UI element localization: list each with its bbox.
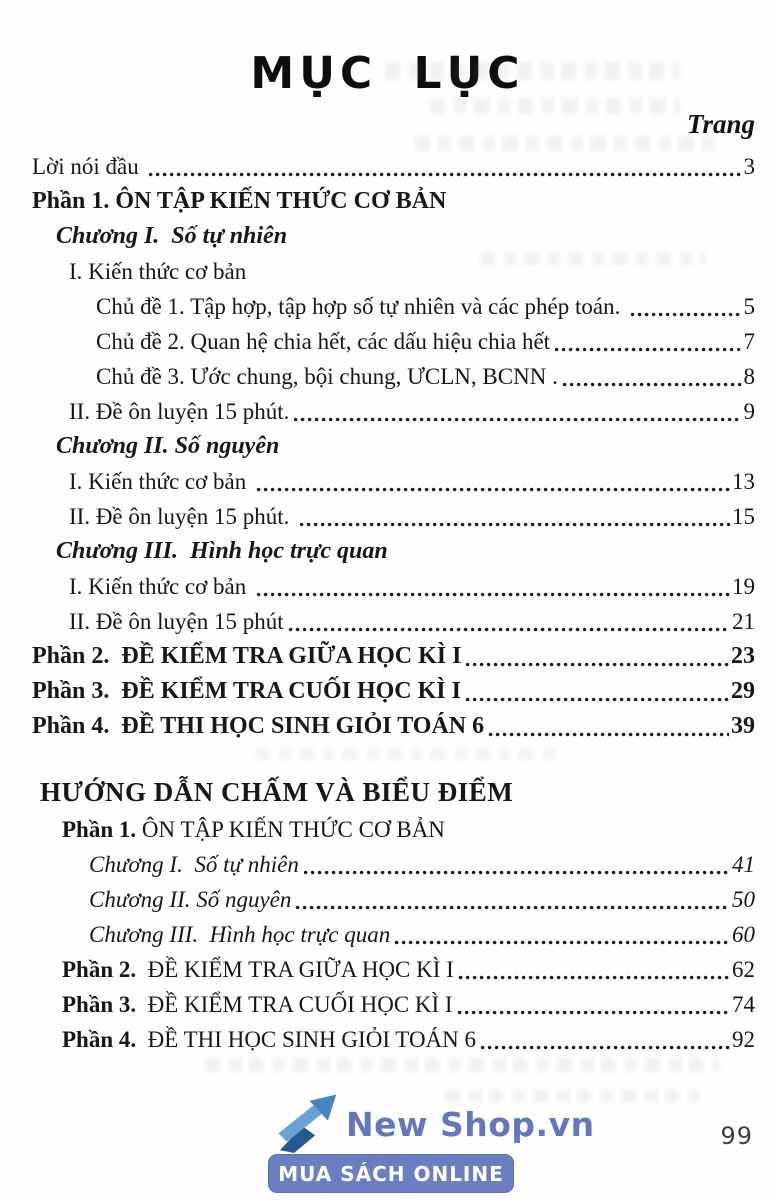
newshop-logo-top [268,1096,595,1152]
toc-entry-label: Chủ đề 2. Quan hệ chia hết, các dấu hiệu chia hết [96,329,551,354]
toc-entry-label: II. Đề ôn luyện 15 phút. [69,399,290,424]
toc-row [32,638,755,673]
toc-entry-label: I. Kiến thức cơ bản [69,469,253,494]
toc-entry-page-number: 8 [743,364,755,389]
banner-label: MUA SÁCH ONLINE [278,1161,504,1186]
toc-entry-page-number: 41 [732,852,755,877]
toc-entry-page-number: 19 [732,574,755,599]
dotted-leader [299,500,730,533]
toc-entry-page-number: 21 [732,609,755,634]
toc-row [96,358,755,393]
toc-row [69,463,755,498]
toc-entry-page-number: 7 [743,329,755,354]
toc-row [69,498,755,533]
newshop-logo [268,1096,595,1193]
page-column-header: Trang [686,109,755,139]
bleedthrough-ghost [205,1058,720,1072]
toc-entry-label: Phần 4. ĐỀ THI HỌC SINH GIỎI TOÁN 6 [32,713,485,739]
toc-row [32,673,755,708]
dotted-leader [394,918,730,951]
toc-row [69,603,755,638]
dotted-leader [288,605,730,638]
toc-entry-label: Chương III. Hình học trực quan [56,538,388,564]
growth-arrow-icon [268,1091,344,1153]
toc-row [56,533,755,568]
toc-row [62,811,755,846]
toc-entry-page-number: 29 [731,678,755,704]
toc-entry-label: HƯỚNG DẪN CHẤM VÀ BIỂU ĐIỂM [40,777,514,807]
toc-entry-label: ĐỀ KIỂM TRA CUỐI HỌC KÌ I [147,992,453,1017]
toc-entry-page-number: 13 [732,469,755,494]
toc-entry-label: ĐỀ THI HỌC SINH GIỎI TOÁN 6 [147,1027,477,1052]
page-title: MỤC LỤC [250,48,525,99]
toc-entry-page-number: 92 [732,1027,755,1052]
dotted-leader [458,953,730,986]
dotted-leader [630,290,741,323]
toc-row [62,986,755,1021]
dotted-leader [554,325,741,358]
dotted-leader [465,675,729,708]
toc-entry-label: Chương II. Số nguyên [56,433,280,459]
toc-entry-page-number: 9 [743,399,755,424]
dotted-leader [295,883,730,916]
toc-entry-page-number: 62 [732,957,755,982]
toc-entry-prefix: Phần 3. [62,992,148,1017]
folio-page-number: 99 [720,1122,753,1150]
dotted-leader [488,710,729,743]
dotted-leader [256,570,730,603]
toc-entry-label: Chương II. Số nguyên [89,887,292,912]
brand-wordmark: New Shop.vn [346,1104,595,1144]
toc-entry-label: Chủ đề 1. Tập hợp, tập hợp số tự nhiên và các phép toán. [96,294,627,319]
dotted-leader [148,150,741,183]
toc-entry-label: Phần 1. ÔN TẬP KIẾN THỨC CƠ BẢN [32,188,447,214]
toc-entry-label: Chương III. Hình học trực quan [89,922,391,947]
toc-row [69,568,755,603]
dotted-leader [465,640,729,673]
toc-row [89,916,755,951]
mua-sach-online-banner [268,1154,514,1193]
toc-entry-page-number: 15 [732,504,755,529]
bleedthrough-ghost [255,748,555,760]
toc-row [96,323,755,358]
toc-entry-label: Phần 2. ĐỀ KIỂM TRA GIỮA HỌC KÌ I [32,643,462,669]
toc-row [89,881,755,916]
toc-entry-page-number: 5 [743,294,755,319]
bleedthrough-ghost [385,62,680,80]
toc-row [96,288,755,323]
toc-row [32,183,755,218]
dotted-leader [480,1023,730,1056]
bleedthrough-ghost [430,98,680,114]
dotted-leader [293,395,741,428]
toc-row [56,428,755,463]
toc-entry-label: I. Kiến thức cơ bản [69,259,247,284]
toc-row [69,393,755,428]
dotted-leader [303,848,730,881]
toc-entry-label: II. Đề ôn luyện 15 phút. [69,504,296,529]
bleedthrough-ghost [480,252,705,265]
toc-row [56,218,755,253]
table-of-contents [0,144,775,1056]
toc-entry-label: Chương I. Số tự nhiên [56,223,288,249]
toc-entry-page-number: 39 [731,713,755,739]
bleedthrough-ghost [415,136,715,151]
toc-entry-page-number: 50 [732,887,755,912]
toc-row [62,1021,755,1056]
toc-entry-page-number: 74 [732,992,755,1017]
toc-entry-label: ÔN TẬP KIẾN THỨC CƠ BẢN [141,817,445,842]
toc-entry-label: Phần 3. ĐỀ KIỂM TRA CUỐI HỌC KÌ I [32,678,461,704]
toc-entry-page-number: 3 [743,154,755,179]
toc-entry-prefix: Phần 1. [62,817,142,842]
toc-row [32,708,755,743]
toc-entry-label: Chủ đề 3. Ước chung, bội chung, ƯCLN, BCNN . [96,364,558,389]
toc-row [62,951,755,986]
toc-entry-page-number: 23 [731,643,755,669]
toc-entry-label: Chương I. Số tự nhiên [89,852,299,877]
toc-entry-label: Lời nói đầu [32,154,145,179]
toc-entry-page-number: 60 [732,922,755,947]
dotted-leader [457,988,730,1021]
toc-entry-label: I. Kiến thức cơ bản [69,574,253,599]
toc-entry-label: ĐỀ KIỂM TRA GIỮA HỌC KÌ I [147,957,454,982]
toc-row [32,148,755,183]
toc-row [89,846,755,881]
dotted-leader [562,360,742,393]
toc-entry-prefix: Phần 2. [62,957,148,982]
toc-entry-prefix: Phần 4. [62,1027,148,1052]
toc-row [40,771,755,811]
dotted-leader [256,465,730,498]
toc-entry-label: II. Đề ôn luyện 15 phút [69,609,284,634]
